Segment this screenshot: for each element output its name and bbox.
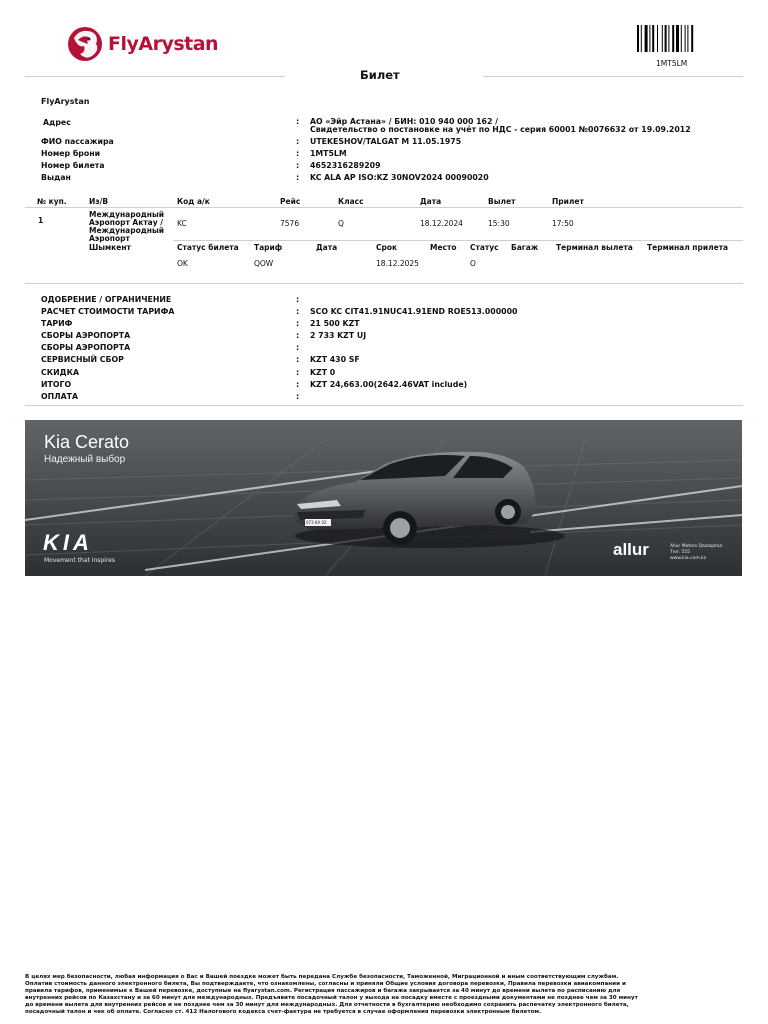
barcode <box>637 25 707 52</box>
allur-info-2: Тел: 555 <box>670 550 690 555</box>
label-issued: Выдан <box>41 173 71 182</box>
value-passenger: UTEKESHOV/TALGAT M 11.05.1975 <box>310 137 462 146</box>
value-discount: KZT 0 <box>310 368 336 377</box>
th-terminal-arr: Терминал прилета <box>647 243 729 252</box>
label-discount: СКИДКА <box>41 368 79 377</box>
coupon-number: 1 <box>38 216 44 225</box>
value-service-fee: KZT 430 SF <box>310 355 360 364</box>
th-date: Дата <box>420 197 442 206</box>
label-total: ИТОГО <box>41 380 72 389</box>
route-line-3: Международный <box>89 226 164 235</box>
carrier-name: FlyArystan <box>41 97 90 106</box>
label-address: Адрес <box>43 118 71 127</box>
route-line-5: Шымкент <box>89 243 131 252</box>
route-line-4: Аэропорт <box>89 234 130 243</box>
th-status: Статус <box>470 243 499 252</box>
th-class: Класс <box>338 197 364 206</box>
value-booking: 1MT5LM <box>310 149 347 158</box>
value-address-2: Свидетельство о постановке на учёт по НДС - серия 60001 №0076632 от 19.09.2012 <box>310 125 691 134</box>
flight-date: 18.12.2024 <box>420 219 463 228</box>
th-terminal-dep: Терминал вылета <box>556 243 633 252</box>
label-airport-fees-1: СБОРЫ АЭРОПОРТА <box>41 331 131 340</box>
value-airport-fees-1: 2 733 KZT UJ <box>310 331 367 340</box>
footer-line-3: правила тарифов, применимые к Вашей перевозке, доступные на flyarystan.com. Регистрация пассажиров и багажа закрывается за 40 минут до времени вылета по расписанию для <box>25 988 621 994</box>
booking-class: Q <box>338 219 344 228</box>
ticket-status: OK <box>177 259 188 268</box>
footer-line-5: до времени вылета для внутренних рейсов и не позднее чем за 30 минут для международных. Для отчетности в бухгалтерию необходимо сохранить распечатку электронного билета, <box>25 1002 629 1008</box>
route-line-2: Аэропорт Актау / <box>89 218 163 227</box>
th-flight: Рейс <box>280 197 301 206</box>
kia-logo: KIA <box>43 530 93 555</box>
route-line-1: Международный <box>89 210 164 219</box>
th-coupon: № куп. <box>37 197 67 206</box>
allur-info-1: Allur Motors Qazaqstan <box>670 544 723 549</box>
label-fare-calc: РАСЧЕТ СТОИМОСТИ ТАРИФА <box>41 307 175 316</box>
valid-until: 18.12.2025 <box>376 259 419 268</box>
label-approval: ОДОБРЕНИЕ / ОГРАНИЧЕНИЕ <box>41 295 172 304</box>
value-fare-calc: SCO KC CIT41.91NUC41.91END ROE513.000000 <box>310 307 518 316</box>
th-sub-date: Дата <box>316 243 338 252</box>
label-payment: ОПЛАТА <box>41 392 79 401</box>
footer-line-1: В целях мер безопасности, любая информация о Вас и Вашей поездке может быть передана Службе безопасности, Таможенной, Миграционной и иным соответствующим службам. <box>25 974 619 980</box>
dep-time: 15:30 <box>488 219 510 228</box>
footer-line-4: внутренних рейсов по Казахстану и за 60 минут для международных. Предъявите посадочный талон у выхода на посадку вместе с проездными документами не позднее чем за 30 минут <box>25 995 638 1001</box>
brand-logo <box>66 24 219 64</box>
brand-name: FlyArystan <box>108 33 219 55</box>
allur-logo: allur <box>613 540 649 559</box>
coupon-status: O <box>470 259 476 268</box>
airline-code: KC <box>177 219 187 228</box>
lion-icon <box>66 24 104 64</box>
value-issued: KC ALA AP ISO:KZ 30NOV2024 00090020 <box>310 173 489 182</box>
label-passenger: ФИО пассажира <box>41 137 114 146</box>
license-plate: 073 KA 02 <box>306 520 327 525</box>
label-booking: Номер брони <box>41 149 101 158</box>
flight-number: 7576 <box>280 219 300 228</box>
th-arr: Прилет <box>552 197 584 206</box>
arr-time: 17:50 <box>552 219 574 228</box>
label-service-fee: СЕРВИСНЫЙ СБОР <box>41 355 124 364</box>
footer-line-6: посадочный талон и чек об оплате. Согласно ст. 412 Налогового кодекса счет-фактура не требуется в случае оформления перевозки электронным билетом. <box>25 1009 542 1015</box>
th-dep: Вылет <box>488 197 516 206</box>
label-tariff: ТАРИФ <box>41 319 73 328</box>
th-route: Из/В <box>89 197 109 206</box>
doc-title: Билет <box>360 68 400 82</box>
label-airport-fees-2: СБОРЫ АЭРОПОРТА <box>41 343 131 352</box>
value-ticket: 4652316289209 <box>310 161 381 170</box>
value-tariff: 21 500 KZT <box>310 319 360 328</box>
allur-info-3: www.kia.com.kz <box>670 556 707 561</box>
ad-title: Kia Cerato <box>44 432 130 452</box>
th-seat: Место <box>430 243 457 252</box>
value-total: KZT 24,663.00(2642.46VAT include) <box>310 380 468 389</box>
fare-basis: QOW <box>254 259 274 268</box>
barcode-code: 1MT5LM <box>656 59 688 68</box>
legal-footer <box>25 974 743 1016</box>
th-ticket-status: Статус билета <box>177 243 239 252</box>
footer-line-2: Оплатив стоимость данного электронного билета, Вы подтверждаете, что ознакомлены, согласны и приняли Общие условия договора перевозки, Правила перевозки авиакомпании и <box>25 981 626 987</box>
kia-tagline: Movement that inspires <box>44 557 116 564</box>
th-fare: Тариф <box>254 243 283 252</box>
label-ticket: Номер билета <box>41 161 105 170</box>
th-valid: Срок <box>376 243 398 252</box>
kia-ad-banner[interactable] <box>25 420 742 576</box>
value-address-1: АО «Эйр Астана» / БИН: 010 940 000 162 / <box>310 117 498 126</box>
th-baggage: Багаж <box>511 243 539 252</box>
th-airline: Код а/к <box>177 197 210 206</box>
ad-subtitle: Надежный выбор <box>44 454 126 465</box>
